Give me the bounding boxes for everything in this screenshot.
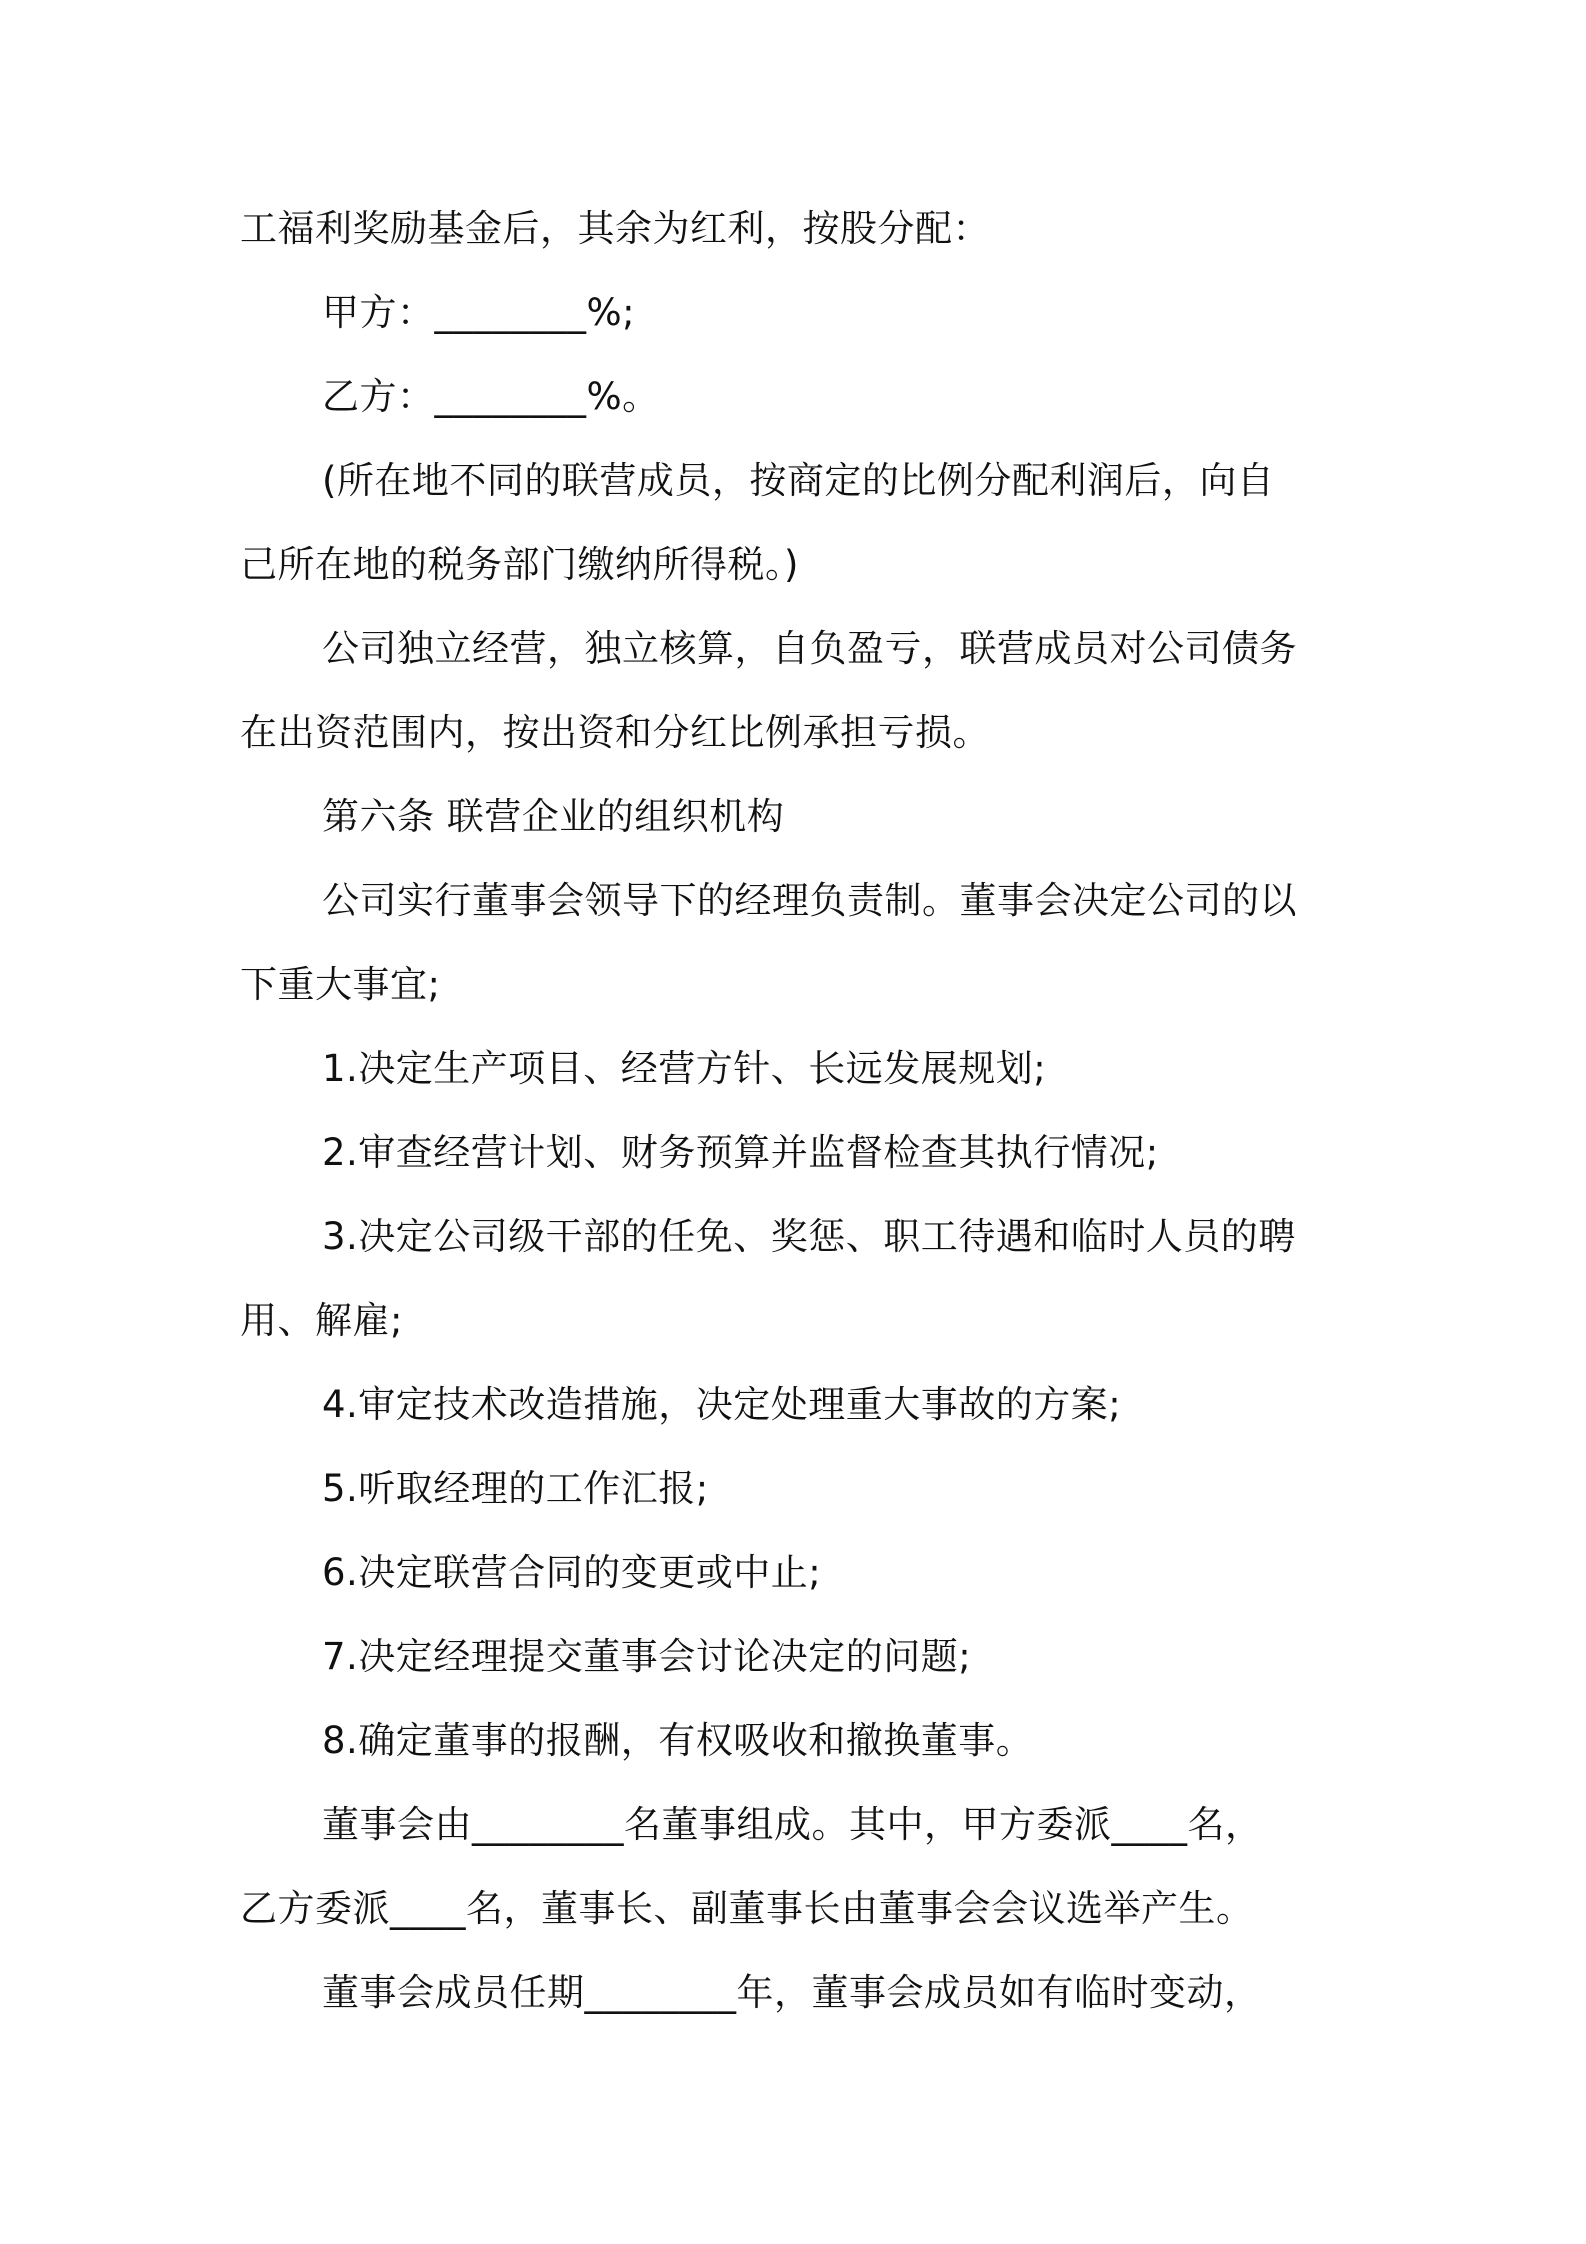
text-line: 用、解雇; [240, 1299, 403, 1342]
list-item: 8.确定董事的报酬，有权吸收和撤换董事。 [322, 1719, 1034, 1762]
text-line: 乙方委派____名，董事长、副董事长由董事会会议选举产生。 [240, 1887, 1254, 1930]
list-item: 1.决定生产项目、经营方针、长远发展规划; [322, 1047, 1047, 1090]
list-item: 2.审查经营计划、财务预算并监督检查其执行情况; [322, 1131, 1159, 1174]
text-line: (所在地不同的联营成员，按商定的比例分配利润后，向自 [322, 459, 1275, 502]
section-heading: 第六条 联营企业的组织机构 [322, 795, 785, 838]
text-line: 董事会成员任期________年，董事会成员如有临时变动， [322, 1971, 1262, 2014]
text-line: 己所在地的税务部门缴纳所得税。) [240, 543, 799, 586]
text-line: 公司实行董事会领导下的经理负责制。董事会决定公司的以 [322, 879, 1297, 922]
text-line: 下重大事宜; [240, 963, 441, 1006]
list-item: 6.决定联营合同的变更或中止; [322, 1551, 822, 1594]
list-item: 7.决定经理提交董事会讨论决定的问题; [322, 1635, 972, 1678]
list-item: 3.决定公司级干部的任免、奖惩、职工待遇和临时人员的聘 [322, 1215, 1296, 1258]
text-line: 董事会由________名董事组成。其中，甲方委派____名， [322, 1803, 1263, 1846]
text-line: 工福利奖励基金后，其余为红利，按股分配： [240, 207, 990, 250]
list-item: 4.审定技术改造措施，决定处理重大事故的方案; [322, 1383, 1122, 1426]
text-line: 甲方：________%; [322, 291, 636, 334]
text-line: 乙方：________%。 [322, 375, 660, 418]
list-item: 5.听取经理的工作汇报; [322, 1467, 709, 1510]
text-line: 在出资范围内，按出资和分红比例承担亏损。 [240, 711, 990, 754]
text-line: 公司独立经营，独立核算，自负盈亏，联营成员对公司债务 [322, 627, 1297, 670]
